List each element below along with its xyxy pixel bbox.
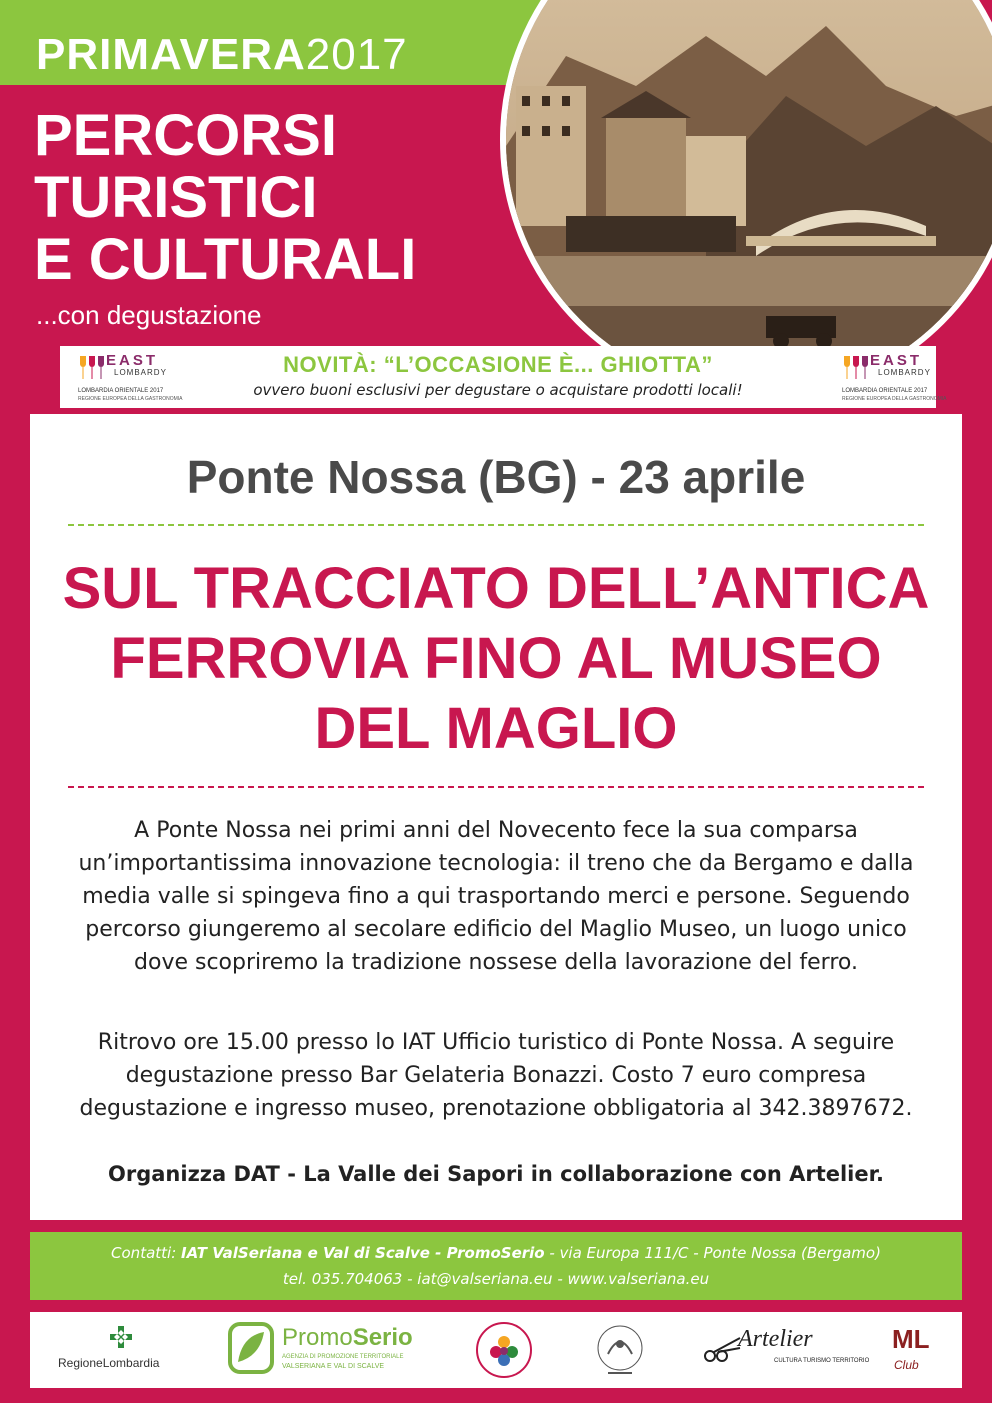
description-line: media valle si spingeva fino a qui trasportando merci e persone. Seguendo <box>82 884 910 909</box>
promoserio-name <box>282 1324 413 1352</box>
east-lombardy-logo <box>836 350 947 404</box>
promoserio-logo <box>228 1320 418 1380</box>
historic-photo-illustration <box>506 0 992 400</box>
east-text: EAST <box>870 352 923 369</box>
magenta-dashed-divider <box>68 786 924 788</box>
distretto-alta-valle-logo <box>590 1320 650 1380</box>
contacts-line-2: tel. 035.704063 - iat@valseriana.eu - www.valseriana.eu <box>282 1270 710 1288</box>
lombardy-text: LOMBARDY <box>878 368 931 377</box>
novita-banner <box>60 346 947 408</box>
event-title <box>30 554 962 764</box>
season-label <box>36 30 408 80</box>
event-card <box>30 414 962 1220</box>
event-title-line: DEL MAGLIO <box>314 696 678 761</box>
event-title-line: SUL TRACCIATO DELL’ANTICA <box>62 556 930 621</box>
artelier-logo <box>702 1320 870 1380</box>
promoserio-name-b: Serio <box>352 1324 413 1351</box>
contacts-line-1 <box>30 1244 962 1262</box>
ml-text: ML <box>892 1324 930 1354</box>
promoserio-sub1: AGENZIA DI PROMOZIONE TERRITORIALE <box>282 1354 404 1360</box>
regione-lombardia-logo <box>58 1320 198 1380</box>
lo2017-text: LOMBARDIA ORIENTALE 2017 <box>842 388 928 394</box>
sponsors-bar <box>30 1312 962 1388</box>
wine-glasses-icon <box>842 354 872 382</box>
season-year: 2017 <box>305 30 408 79</box>
description-line: percorso giungeremo al secolare edificio del Maglio Museo, un luogo unico <box>85 917 907 942</box>
distretto-commercio-logo <box>474 1320 534 1380</box>
regione-gastronomia-text: REGIONE EUROPEA DELLA GASTRONOMIA <box>842 396 947 402</box>
event-title-line: FERROVIA FINO AL MUSEO <box>110 626 882 691</box>
description-line: dove scopriremo la tradizione nossese della lavorazione del ferro. <box>134 950 858 975</box>
regione-lombardia-text: RegioneLombardia <box>58 1356 160 1370</box>
ml-club-logo <box>888 1320 938 1380</box>
artelier-name: Artelier <box>738 1326 813 1352</box>
contacts-bar <box>30 1232 962 1300</box>
promoserio-name-a: Promo <box>282 1324 353 1351</box>
regione-gastronomia-text: REGIONE EUROPEA DELLA GASTRONOMIA <box>78 396 183 402</box>
green-dashed-divider <box>68 524 924 526</box>
artelier-sub: CULTURA TURISMO TERRITORIO <box>774 1358 870 1364</box>
event-logistics <box>60 1026 932 1125</box>
lo2017-text: LOMBARDIA ORIENTALE 2017 <box>78 388 164 394</box>
description-line: A Ponte Nossa nei primi anni del Novecento fece la sua comparsa <box>134 818 858 843</box>
event-place-date: Ponte Nossa (BG) - 23 aprile <box>186 451 806 503</box>
season-strong: PRIMAVERA <box>36 30 306 79</box>
contacts-main: IAT ValSeriana e Val di Scalve - PromoSerio <box>181 1244 545 1262</box>
historic-photo <box>500 0 992 400</box>
contacts-label: Contatti: <box>111 1244 182 1262</box>
distretto-badge-icon <box>474 1320 534 1380</box>
subtitle: ...con degustazione <box>36 300 262 330</box>
event-organizer: Organizza DAT - La Valle dei Sapori in collaborazione con Artelier. <box>108 1162 884 1186</box>
title-line: PERCORSI <box>34 103 337 168</box>
title-line: E CULTURALI <box>34 227 417 292</box>
distretto-outline-icon <box>590 1320 650 1380</box>
east-text: EAST <box>106 352 159 369</box>
main-title <box>34 105 416 291</box>
logistics-line: Ritrovo ore 15.00 presso lo IAT Ufficio turistico di Ponte Nossa. A seguire <box>97 1030 895 1055</box>
lombardy-text: LOMBARDY <box>114 368 167 377</box>
logistics-line: degustazione e ingresso museo, prenotazione obbligatoria al 342.3897672. <box>79 1096 913 1121</box>
logistics-line: degustazione presso Bar Gelateria Bonazzi. Costo 7 euro compresa <box>125 1063 867 1088</box>
promoserio-leaf-icon <box>228 1322 274 1374</box>
title-line: TURISTICI <box>34 165 318 230</box>
event-description <box>60 814 932 979</box>
novita-tagline: ovvero buoni esclusivi per degustare o acquistare prodotti locali! <box>253 381 743 399</box>
novita-headline: NOVITÀ: “L’OCCASIONE È... GHIOTTA” <box>283 352 713 377</box>
artelier-scissors-icon <box>702 1334 742 1364</box>
lombardia-cross-icon <box>110 1326 132 1348</box>
promoserio-sub2: VALSERIANA E VAL DI SCALVE <box>282 1363 385 1370</box>
description-line: un’importantissima innovazione tecnologia: il treno che da Bergamo e dalla <box>78 851 914 876</box>
contacts-address: - via Europa 111/C - Ponte Nossa (Bergamo) <box>544 1244 881 1262</box>
club-text: Club <box>894 1358 919 1372</box>
